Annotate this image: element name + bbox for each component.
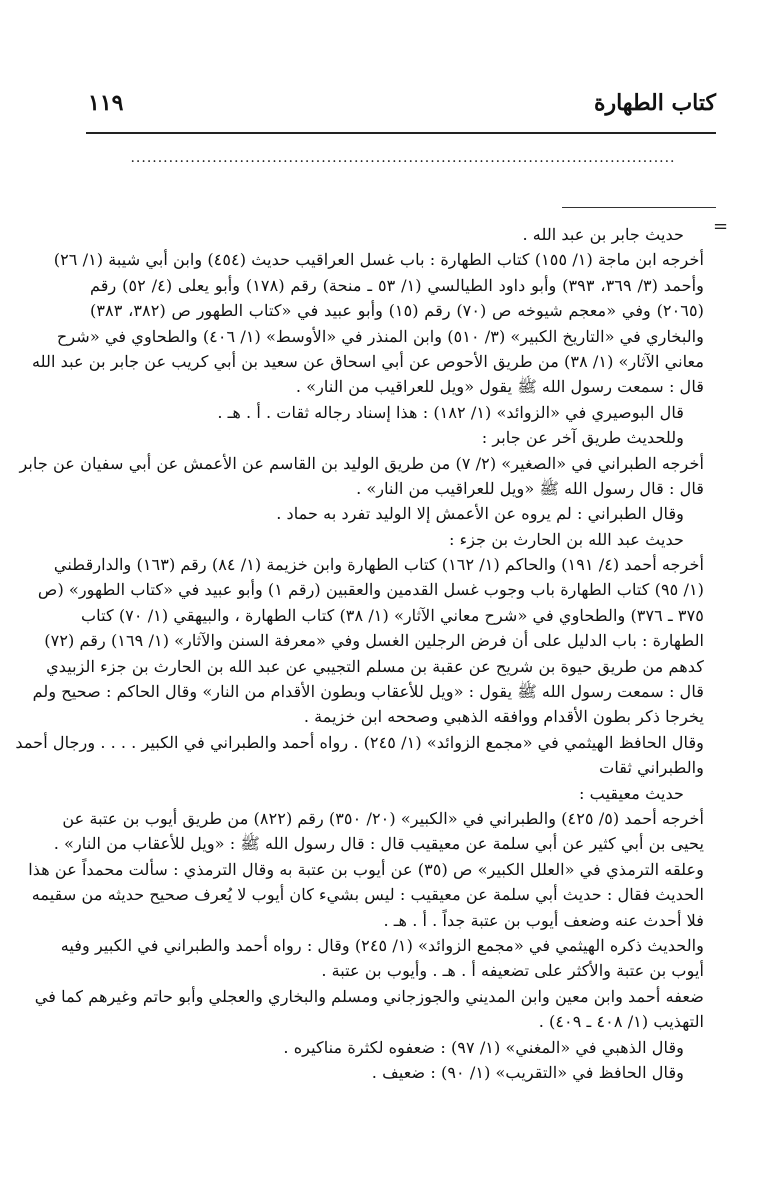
text-line: قال : سمعت رسول الله ﷺ يقول : «ويل للأعقاب وبطون الأقدام من النار» وقال الحاكم : صحيح ولم — [32, 682, 704, 702]
text-line: ٣٧٥ ـ ٣٧٦) والطحاوي في «شرح معاني الآثار» (١/ ٣٨) كتاب الطهارة ، والبيهقي (١/ ٧٠) كتاب — [80, 605, 704, 625]
text-line: ضعفه أحمد وابن معين وابن المديني والجوزجاني ومسلم والبخاري والعجلي وأبو حاتم وغيرهم كما في — [34, 986, 704, 1006]
text-line: التهذيب (١/ ٤٠٨ ـ ٤٠٩) . — [538, 1012, 704, 1032]
text-line: وعلقه الترمذي في «العلل الكبير» ص (٣٥) عن أيوب بن عتبة به وقال الترمذي : سألت محمداً عن هذا — [28, 859, 704, 879]
text-line: حديث معيقيب : — [579, 783, 684, 803]
footnote-rule — [562, 207, 716, 208]
running-title: كتاب الطهارة — [593, 90, 716, 116]
text-line: أيوب بن عتبة والأكثر على تضعيفه أ . هـ . وأيوب بن عتبة . — [321, 961, 704, 981]
continuation-mark: = — [713, 216, 729, 237]
dotted-separator: .................................................................................................... — [130, 150, 676, 166]
text-line: كدهم من طريق حيوة بن شريح عن عقبة بن مسلم التجيبي عن عبد الله بن الحارث بن جزء الزبيدي — [46, 656, 704, 676]
text-line: والحديث ذكره الهيثمي في «مجمع الزوائد» (١/ ٢٤٥) وقال : رواه أحمد والطبراني في الكبير وفيه — [60, 935, 704, 955]
text-line: حديث عبد الله بن الحارث بن جزء : — [449, 529, 684, 549]
text-line: الطهارة : باب الدليل على أن فرض الرجلين الغسل وفي «معرفة السنن والآثار» (١/ ١٦٩) رقم (٧٢) — [44, 631, 704, 651]
text-line: قال : قال رسول الله ﷺ «ويل للعراقيب من النار» . — [356, 478, 704, 498]
text-line: معاني الآثار» (١/ ٣٨) من طريق الأحوص عن أبي اسحاق عن سعيد بن أبي كريب عن جابر بن عبد الله — [31, 351, 704, 371]
text-line: أخرجه أحمد (٥/ ٤٢٥) والطبراني في «الكبير» (٢٠/ ٣٥٠) رقم (٨٢٢) من طريق أيوب بن عتبة عن — [62, 808, 704, 828]
text-line: قال البوصيري في «الزوائد» (١/ ١٨٢) : هذا إسناد رجاله ثقات . أ . هـ . — [217, 402, 684, 422]
text-line: والطبراني ثقات — [599, 758, 704, 778]
text-line: وقال الحافظ الهيثمي في «مجمع الزوائد» (١/ ٢٤٥) . رواه أحمد والطبراني في الكبير . . . . ورجال أحمد — [15, 732, 704, 752]
text-line: وقال الطبراني : لم يروه عن الأعمش إلا الوليد تفرد به حماد . — [276, 504, 684, 524]
text-line: أخرجه ابن ماجة (١/ ١٥٥) كتاب الطهارة : باب غسل العراقيب حديث (٤٥٤) وابن أبي شيبة (١/ ٢٦) — [53, 250, 704, 270]
header-rule — [86, 132, 716, 134]
text-line: فلا أحدث عنه وضعف أيوب بن عتبة جداً . أ . هـ . — [383, 910, 704, 930]
text-line: أخرجه أحمد (٤/ ١٩١) والحاكم (١/ ١٦٢) كتاب الطهارة وابن خزيمة (١/ ٨٤) رقم (١٦٣) والدارقطني — [53, 555, 704, 575]
text-line: قال : سمعت رسول الله ﷺ يقول «ويل للعراقيب من النار» . — [295, 377, 704, 397]
text-line: حديث جابر بن عبد الله . — [522, 225, 684, 244]
text-line: يحيى بن أبي كثير عن أبي سلمة عن معيقيب قال : قال رسول الله ﷺ : «ويل للأعقاب من النار» . — [53, 834, 704, 854]
text-line: وقال الذهبي في «المغني» (١/ ٩٧) : ضعفوه لكثرة مناكيره . — [283, 1037, 684, 1057]
page-header — [88, 88, 716, 124]
text-line: الحديث فقال : حديث أبي سلمة عن معيقيب : ليس بشيء كان أيوب لا يُعرف صحيح حديثه من سقيمه — [31, 885, 704, 905]
text-line: والبخاري في «التاريخ الكبير» (٣/ ٥١٠) وابن المنذر في «الأوسط» (١/ ٤٠٦) والطحاوي في «شرح — [56, 326, 704, 346]
text-line: يخرجا ذكر بطون الأقدام ووافقه الذهبي وصححه ابن خزيمة . — [303, 707, 704, 727]
text-line: (١/ ٩٥) كتاب الطهارة باب وجوب غسل القدمين والعقبين (رقم ١) وأبو عبيد في «كتاب الطهور» (ص — [37, 580, 704, 600]
text-line: وقال الحافظ في «التقريب» (١/ ٩٠) : ضعيف . — [371, 1062, 684, 1082]
footnote-body — [15, 222, 704, 1085]
text-line: (٢٠٦٥) وفي «معجم شيوخه ص (٧٠) رقم (١٥) وأبو عبيد في «كتاب الطهور ص (٣٨٢، ٣٨٣) — [90, 301, 704, 321]
text-line: أخرجه الطبراني في «الصغير» (٢/ ٧) من طريق الوليد بن القاسم عن الأعمش عن أبي سفيان عن جابر — [19, 453, 704, 473]
text-line: وأحمد (٣/ ٣٦٩، ٣٩٣) وأبو داود الطيالسي (١/ ٥٣ ـ منحة) رقم (١٧٨) وأبو يعلى (٤/ ٥٢) رقم — [90, 275, 704, 295]
page-number: ١١٩ — [88, 90, 124, 116]
text-line: وللحديث طريق آخر عن جابر : — [481, 428, 684, 448]
